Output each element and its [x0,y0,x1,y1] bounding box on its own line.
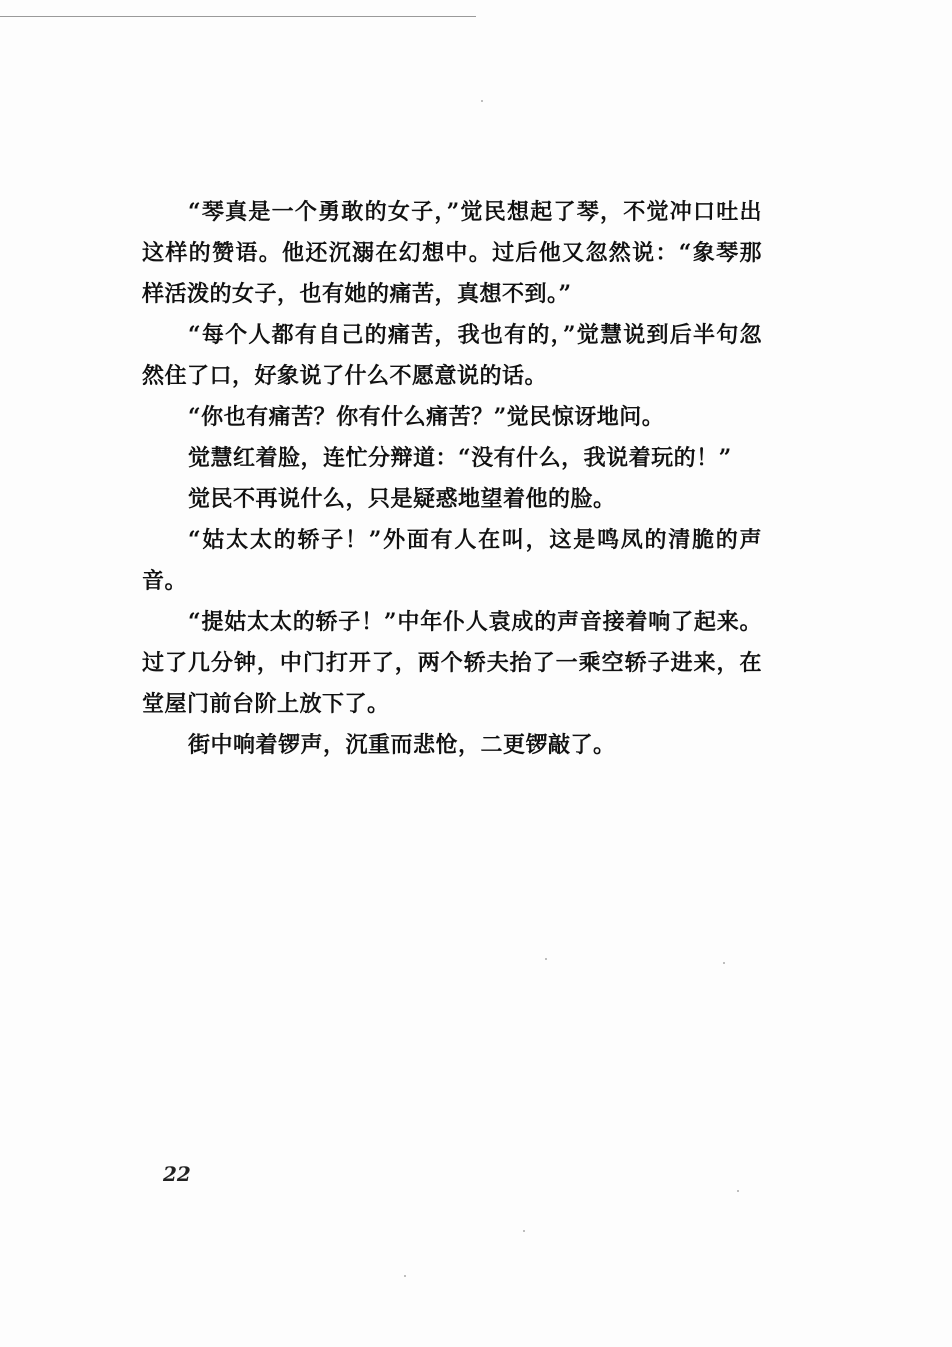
scan-speck [481,100,483,102]
top-rule [0,16,476,17]
scan-speck [523,1230,525,1232]
scan-speck [545,958,547,960]
scan-speck [404,1275,406,1277]
paragraph: 觉民不再说什么，只是疑惑地望着他的脸。 [188,486,616,512]
paragraph: “你也有痛苦？你有什么痛苦？”觉民惊讶地问。 [188,404,665,430]
paragraph: 街中响着锣声，沉重而悲怆，二更锣敲了。 [188,732,616,758]
scan-speck [737,1190,739,1192]
paragraph: “姑太太的轿子！”外面有人在叫，这是鸣凤的清脆的声音。 [142,527,762,594]
paragraph: “琴真是一个勇敢的女子，”觉民想起了琴，不觉冲口吐出这样的赞语。他还沉溺在幻想中。过后他又忽然说：“象琴那样活泼的女子，也有她的痛苦，真想不到。” [142,199,762,307]
body-text [142,192,762,766]
scan-speck [723,962,725,964]
paragraph: “提姑太太的轿子！”中年仆人袁成的声音接着响了起来。过了几分钟，中门打开了，两个轿夫抬了一乘空轿子进来，在堂屋门前台阶上放下了。 [142,609,762,717]
page-number: 22 [163,1162,191,1186]
paragraph: 觉慧红着脸，连忙分辩道：“没有什么，我说着玩的！” [188,445,732,471]
paragraph: “每个人都有自己的痛苦，我也有的，”觉慧说到后半句忽然住了口，好象说了什么不愿意说的话。 [142,322,762,389]
